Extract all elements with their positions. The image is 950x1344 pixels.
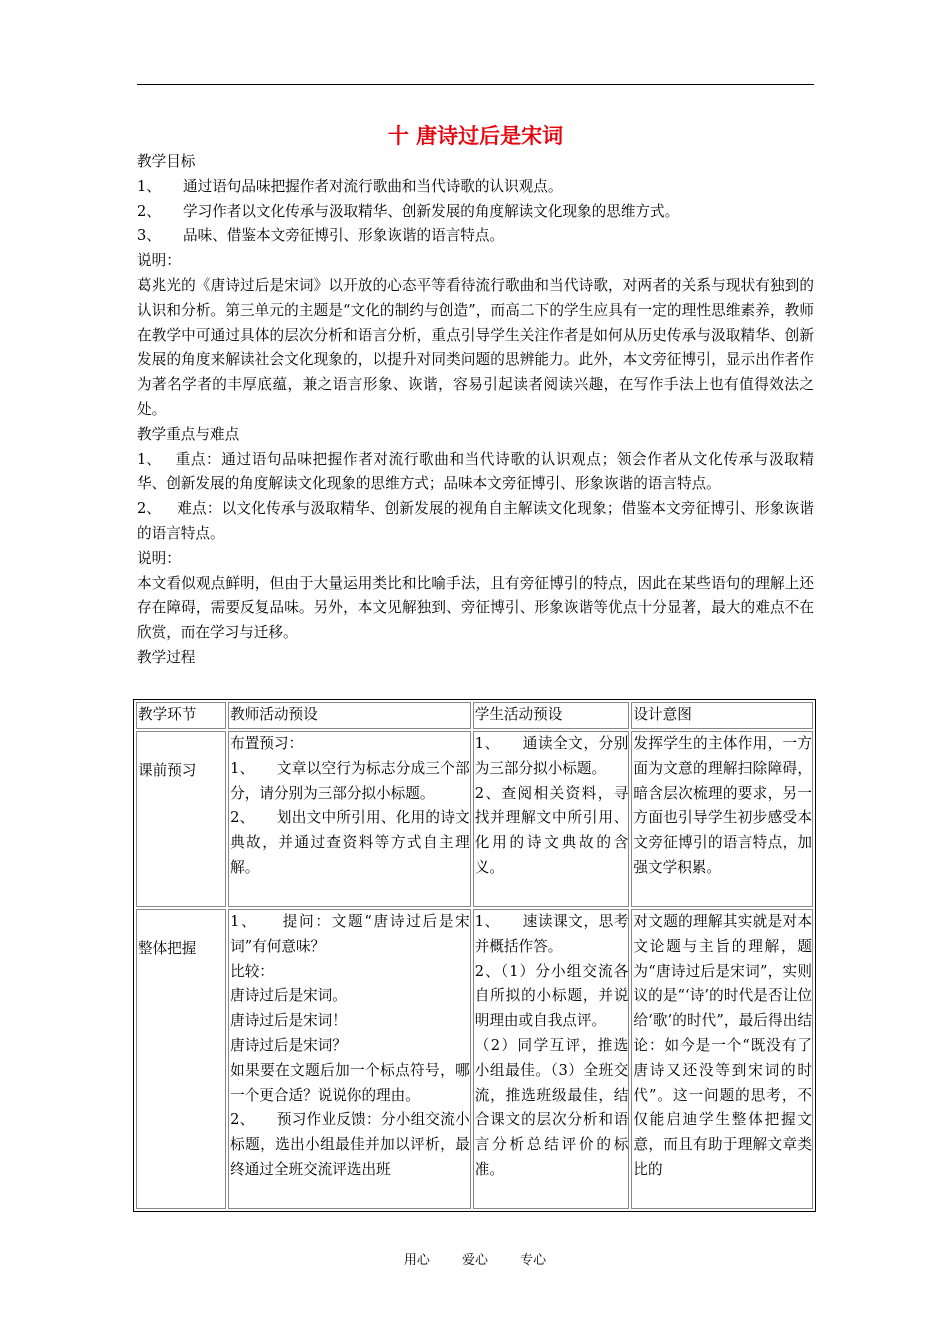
cell-line: 如果要在文题后加一个标点符号，哪一个更合适？说说你的理由。 <box>230 1061 470 1104</box>
cell-line: 唐诗过后是宋词！ <box>230 1012 347 1030</box>
note1-text: 葛兆光的《唐诗过后是宋词》以开放的心态平等看待流行歌曲和当代诗歌，对两者的关系与现状有独到的认识和分析。第三单元的主题是“文化的制约与创造”，而高二下的学生应具有一定的理性思维素养，教师在教学中可通过具体的层次分析和语言分析，重点引导学生关注作者是如何从历史传承与汲取精华、创新发展的角度来解读社会文化现象的，以提升对同类问题的思辨能力。此外，本文旁征博引，显示出作者作为著名学者的丰厚底蕴，兼之语言形象、诙谐，容易引起读者阅读兴趣，在写作手法上也有值得效法之处。 <box>137 276 814 418</box>
footer-word: 用心 <box>403 1253 430 1268</box>
cell-line: 发挥学生的主体作用，一方面为文意的理解扫除障碍，暗含层次梳理的要求，另一方面也引导学生初步感受本文旁征博引的语言特点，加强文学积累。 <box>633 735 812 876</box>
cell-line: （2）同学互评，推选小组最佳。（3）全班交流，推选班级最佳，结合课文的层次分析和语言分析总结评价的标准。 <box>474 1036 629 1178</box>
table-row <box>136 909 813 1209</box>
note2-heading: 说明： <box>137 549 181 567</box>
teacher-cell <box>228 731 471 907</box>
intent-cell <box>631 731 813 907</box>
keypoint-text: 重点：通过语句品味把握作者对流行歌曲和当代诗歌的认识观点；领会作者从文化传承与汲取精华、创新发展的角度解读文化现象的思维方式；品味本文旁征博引、形象诙谐的语言特点。 <box>137 450 814 493</box>
note1-heading: 说明： <box>137 252 181 270</box>
goal-num: 2、 <box>137 202 161 220</box>
goal-item <box>137 200 814 225</box>
cell-line: 比较： <box>230 962 274 980</box>
cell-line: 2、（1）分小组交流各自所拟的小标题，并说明理由或自我点评。 <box>474 962 629 1030</box>
cell-line: 1、 速读课文，思考并概括作答。 <box>474 913 629 955</box>
goal-text: 学习作者以文化传承与汲取精华、创新发展的角度解读文化现象的思维方式。 <box>183 202 680 220</box>
cell-line: 1、 通读全文，分别为三部分拟小标题。 <box>474 735 629 777</box>
student-cell <box>473 731 630 907</box>
teacher-cell <box>228 909 471 1209</box>
stage-cell <box>136 909 226 1209</box>
goal-num: 3、 <box>137 227 161 245</box>
stage-cell <box>136 731 226 907</box>
stage-label: 课前预习 <box>138 762 197 779</box>
header-cell: 设计意图 <box>631 702 813 729</box>
page-footer <box>0 1249 950 1268</box>
cell-line: 2、 划出文中所引用、化用的诗文典故，并通过查资料等方式自主理解。 <box>230 809 470 876</box>
cell-line: 2、查阅相关资料，寻找并理解文中所引用、化用的诗文典故的含义。 <box>474 784 629 876</box>
goals-heading: 教学目标 <box>137 153 196 170</box>
cell-line: 唐诗过后是宋词。 <box>230 987 347 1005</box>
keypoint-num: 1、 <box>137 450 161 468</box>
footer-word: 专心 <box>520 1253 547 1268</box>
process-table <box>133 699 816 1212</box>
keypoint-num: 2、 <box>137 500 161 518</box>
cell-line: 对文题的理解其实就是对本文论题与主旨的理解，题为“唐诗过后是宋词”，实则议的是“‘诗’的时代是否让位给‘歌’的时代”，最后得出结论：如今是一个“既没有了唐诗又还没等到宋词的时代”。这一问题的思考，不仅能启迪学生整体把握文意，而且有助于理解文章类比的 <box>633 913 812 1178</box>
header-rule <box>137 84 814 85</box>
header-cell: 教学环节 <box>136 702 226 729</box>
header-cell: 学生活动预设 <box>473 702 630 729</box>
cell-line: 2、 预习作业反馈：分小组交流小标题，选出小组最佳并加以评析，最终通过全班交流评选出班 <box>230 1111 470 1178</box>
note2-text: 本文看似观点鲜明，但由于大量运用类比和比喻手法，且有旁征博引的特点，因此在某些语句的理解上还存在障碍，需要反复品味。另外，本文见解独到、旁征博引、形象诙谐等优点十分显著，最大的难点不在欣赏，而在学习与迁移。 <box>137 574 814 642</box>
goal-text: 品味、借鉴本文旁征博引、形象诙谐的语言特点。 <box>183 227 505 245</box>
keypoint-item <box>137 497 814 547</box>
process-heading: 教学过程 <box>137 648 196 666</box>
keypoint-text: 难点：以文化传承与汲取精华、创新发展的视角自主解读文化现象；借鉴本文旁征博引、形象诙谐的语言特点。 <box>137 500 814 542</box>
table-row <box>136 731 813 907</box>
goal-text: 通过语句品味把握作者对流行歌曲和当代诗歌的认识观点。 <box>183 177 563 195</box>
keypoints-heading: 教学重点与难点 <box>137 425 240 443</box>
footer-word: 爱心 <box>461 1253 488 1268</box>
keypoint-item <box>137 448 814 498</box>
cell-line: 唐诗过后是宋词？ <box>230 1036 347 1054</box>
intent-cell <box>631 909 813 1209</box>
student-cell <box>473 909 630 1209</box>
cell-line: 1、 提问：文题“唐诗过后是宋词”有何意味？ <box>230 913 470 955</box>
cell-line: 布置预习： <box>230 735 304 752</box>
goal-num: 1、 <box>137 177 161 195</box>
stage-label: 整体把握 <box>138 940 197 957</box>
goal-item <box>137 224 814 249</box>
cell-line: 1、 文章以空行为标志分成三个部分，请分别为三部分拟小标题。 <box>230 759 470 802</box>
table-header-row <box>136 702 813 729</box>
goal-item <box>137 175 814 200</box>
page-title: 十 唐诗过后是宋词 <box>387 124 564 148</box>
document-body <box>137 150 814 671</box>
header-cell: 教师活动预设 <box>228 702 471 729</box>
